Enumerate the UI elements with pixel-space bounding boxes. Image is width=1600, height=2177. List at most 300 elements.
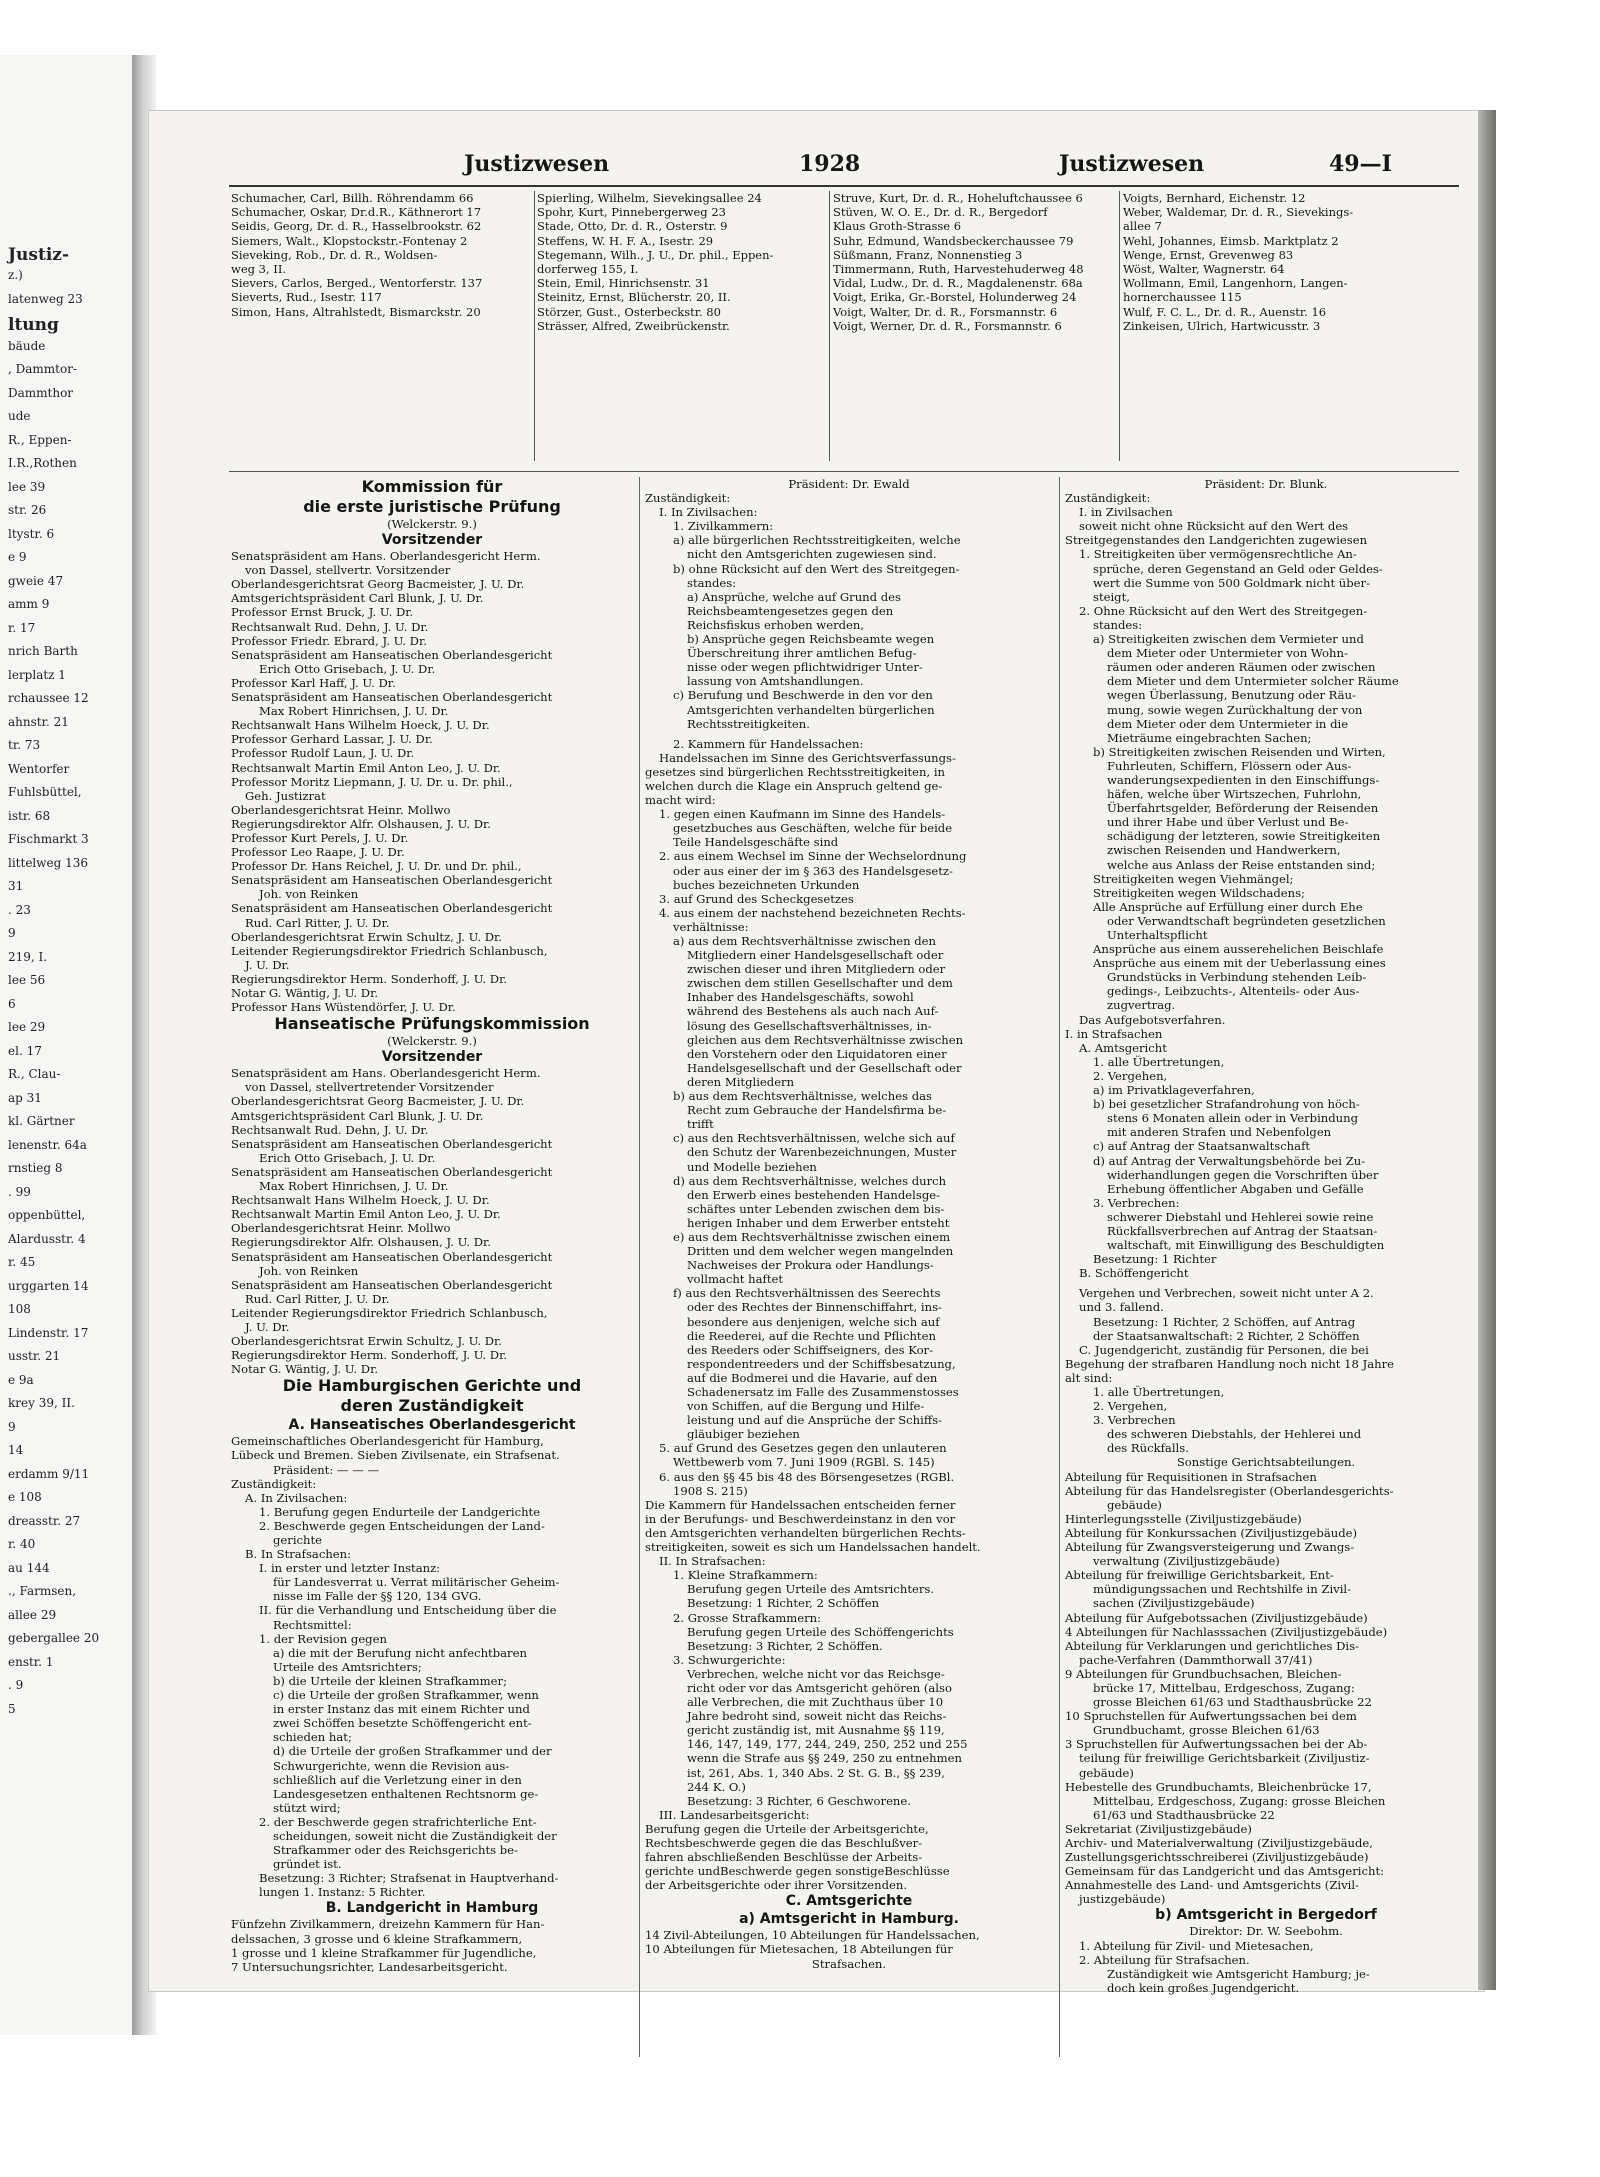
text-line: oder Verwandtschaft begründeten gesetzlichen bbox=[1107, 913, 1386, 928]
name-entry: Wöst, Walter, Wagnerstr. 64 bbox=[1123, 262, 1285, 277]
facing-page-fragment: rchaussee 12 bbox=[8, 691, 89, 706]
text-line: Zuständigkeit wie Amtsgericht Hamburg; je- bbox=[1107, 1966, 1370, 1981]
facing-page-fragment: R., Clau- bbox=[8, 1067, 61, 1082]
text-line: und 3. fallend. bbox=[1079, 1300, 1164, 1315]
text-line: II. für die Verhandlung und Entscheidung über die bbox=[259, 1603, 557, 1618]
facing-page-fragment: erdamm 9/11 bbox=[8, 1466, 90, 1481]
text-line: Notar G. Wäntig, J. U. Dr. bbox=[231, 986, 379, 1000]
header-rule bbox=[229, 185, 1459, 187]
text-line: richt oder vor das Amtsgericht gehören (also bbox=[687, 1680, 952, 1695]
facing-page-fragment: istr. 68 bbox=[8, 808, 51, 823]
text-line: 2. der Beschwerde gegen strafrichterliche Ent- bbox=[259, 1814, 537, 1829]
text-line: Sekretariat (Ziviljustizgebäude) bbox=[1065, 1821, 1252, 1836]
text-line: teilung für freiwillige Gerichtsbarkeit (Ziviljustiz- bbox=[1079, 1751, 1370, 1766]
facing-page-fragment: e 108 bbox=[8, 1490, 42, 1505]
text-line: schließlich auf die Verletzung einer in den bbox=[273, 1772, 522, 1787]
text-line: Ansprüche aus einem mit der Ueberlassung eines bbox=[1093, 956, 1386, 971]
facing-page-fragment: 108 bbox=[8, 1302, 31, 1317]
section-heading: b) Amtsgericht in Bergedorf bbox=[1155, 1907, 1377, 1924]
text-line: c) die Urteile der großen Strafkammer, wenn bbox=[273, 1688, 539, 1703]
text-line: nisse im Falle der §§ 120, 134 GVG. bbox=[273, 1589, 482, 1604]
text-line: respondentreeders und der Schiffsbesatzung, bbox=[687, 1356, 956, 1371]
name-entry: Wulf, F. C. L., Dr. d. R., Auenstr. 16 bbox=[1123, 304, 1327, 319]
text-line: Senatspräsident am Hanseatischen Oberlandesgericht bbox=[231, 1277, 553, 1292]
text-line: ist, 261, Abs. 1, 340 Abs. 2 St. G. B., §§ 239, bbox=[687, 1765, 945, 1780]
name-list-col3 bbox=[833, 191, 1133, 333]
text-line: Rechtsstreitigkeiten. bbox=[687, 716, 810, 731]
text-line: Erich Otto Grisebach, J. U. Dr. bbox=[259, 661, 436, 676]
name-entry: Sievers, Carlos, Berged., Wentorferstr. 137 bbox=[231, 276, 483, 291]
text-line: wegen Überlassung, Benutzung oder Räu- bbox=[1107, 688, 1356, 703]
facing-page-fragment: ltystr. 6 bbox=[8, 526, 55, 541]
text-line: Präsident: Dr. Blunk. bbox=[1204, 477, 1328, 491]
text-line: a) die mit der Berufung nicht anfechtbaren bbox=[273, 1645, 527, 1660]
text-line: Sonstige Gerichtsabteilungen. bbox=[1176, 1455, 1356, 1470]
text-line: Fuhrleuten, Schiffern, Flössern oder Aus- bbox=[1107, 758, 1352, 773]
name-entry: Steinitz, Ernst, Blücherstr. 20, II. bbox=[537, 290, 731, 305]
text-line: Rückfallsverbrechen auf Antrag der Staatsan- bbox=[1107, 1223, 1378, 1238]
text-line: A. In Zivilsachen: bbox=[245, 1490, 348, 1505]
text-line: 146, 147, 149, 177, 244, 249, 250, 252 und 255 bbox=[687, 1737, 968, 1752]
text-line: Inhaber des Handelsgeschäfts, sowohl bbox=[687, 990, 914, 1005]
text-line: Senatspräsident am Hanseatischen Oberlandesgericht bbox=[231, 690, 553, 705]
section-heading: Vorsitzender bbox=[381, 1049, 483, 1066]
text-line: während des Bestehens als auch nach Auf- bbox=[687, 1004, 939, 1019]
text-line: des Rückfalls. bbox=[1107, 1441, 1189, 1456]
text-line: Rechtsmittel: bbox=[273, 1617, 352, 1632]
text-line: Oberlandesgerichtsrat Heinr. Mollwo bbox=[231, 1221, 451, 1236]
text-line: doch kein großes Jugendgericht. bbox=[1107, 1980, 1300, 1995]
text-line: Amtsgerichtspräsident Carl Blunk, J. U. Dr. bbox=[231, 591, 484, 606]
text-line: 1908 S. 215) bbox=[673, 1483, 748, 1498]
text-line: c) Berufung und Beschwerde in den vor den bbox=[673, 688, 933, 703]
facing-page-fragment: krey 39, II. bbox=[8, 1396, 75, 1411]
text-line: des Reeders oder Schiffseigners, des Kor- bbox=[687, 1342, 934, 1357]
text-line: Abteilung für freiwillige Gerichtsbarkeit, Ent- bbox=[1065, 1568, 1334, 1583]
facing-page-fragment: . 9 bbox=[8, 1678, 24, 1693]
text-line: e) aus dem Rechtsverhältnisse zwischen einem bbox=[673, 1229, 951, 1244]
text-line: zwischen dem stillen Gesellschafter und dem bbox=[687, 976, 953, 991]
text-line: Erhebung öffentlicher Abgaben und Gefälle bbox=[1107, 1181, 1364, 1196]
name-entry: Strässer, Alfred, Zweibrückenstr. bbox=[537, 318, 730, 333]
name-entry: Wollmann, Emil, Langenhorn, Langen- bbox=[1123, 276, 1348, 291]
name-list-col4 bbox=[1123, 191, 1423, 333]
facing-page-fragment: lee 29 bbox=[8, 1020, 46, 1035]
text-line: für Landesverrat u. Verrat militärischer Geheim- bbox=[273, 1575, 560, 1590]
text-line: Die Kammern für Handelssachen entscheiden ferner bbox=[645, 1497, 956, 1512]
text-line: fahren abschließenden Beschlüsse der Arbeits- bbox=[645, 1850, 923, 1865]
name-list-col2 bbox=[537, 191, 837, 333]
text-line: scheidungen, soweit nicht die Zuständigkeit der bbox=[273, 1828, 557, 1843]
text-line: lassung von Amtshandlungen. bbox=[687, 674, 864, 689]
text-line: gericht zuständig ist, mit Ausnahme §§ 119, bbox=[687, 1723, 945, 1738]
facing-page-fragment: str. 26 bbox=[8, 503, 47, 518]
text-line: Direktor: Dr. W. Seebohm. bbox=[1189, 1924, 1343, 1939]
text-line: Landesgesetzen enthaltenen Rechtsnorm ge- bbox=[273, 1786, 539, 1801]
text-line: grosse Bleichen 61/63 und Stadthausbrücke 22 bbox=[1093, 1695, 1372, 1710]
text-line: und ihrer Habe und über Verlust und Be- bbox=[1107, 815, 1349, 830]
facing-page-fragment: e 9 bbox=[8, 550, 27, 565]
text-line: Reichsbeamtengesetzes gegen den bbox=[687, 603, 894, 618]
text-line: Grundstücks in Verbindung stehenden Leib- bbox=[1107, 970, 1367, 985]
text-line: schäftes unter Lebenden zwischen dem bis- bbox=[687, 1201, 945, 1216]
name-entry: Süßmann, Franz, Nonnenstieg 3 bbox=[833, 247, 1023, 262]
text-line: 1. gegen einen Kaufmann im Sinne des Handels- bbox=[659, 807, 946, 822]
name-entry: Voigt, Werner, Dr. d. R., Forsmannstr. 6 bbox=[833, 318, 1062, 333]
text-line: Rechtsbeschwerde gegen die das Beschlußver- bbox=[645, 1836, 923, 1850]
facing-page-fragment: . 99 bbox=[8, 1184, 31, 1199]
facing-page-fragment: tr. 73 bbox=[8, 738, 41, 753]
text-line: Fünfzehn Zivilkammern, dreizehn Kammern für Han- bbox=[231, 1917, 545, 1932]
text-line: zwischen dieser und ihren Mitgliedern oder bbox=[687, 962, 946, 977]
text-line: Besetzung: 3 Richter, 6 Geschworene. bbox=[687, 1793, 911, 1808]
name-entry: allee 7 bbox=[1123, 219, 1162, 234]
text-line: 1. Berufung gegen Endurteile der Landgerichte bbox=[259, 1504, 541, 1519]
text-line: C. Jugendgericht, zuständig für Personen, die bei bbox=[1079, 1342, 1369, 1357]
name-entry: Steffens, W. H. F. A., Isestr. 29 bbox=[537, 233, 714, 248]
text-line: Rechtsanwalt Hans Wilhelm Hoeck, J. U. Dr. bbox=[231, 1193, 490, 1208]
text-line: trifft bbox=[687, 1117, 714, 1132]
text-line: dem Mieter oder dem Untermieter in die bbox=[1107, 716, 1349, 731]
text-line: Abteilung für Verklarungen und gerichtliches Dis- bbox=[1065, 1638, 1359, 1653]
facing-page-fragment: Dammthor bbox=[8, 385, 74, 400]
facing-page-fragment: latenweg 23 bbox=[8, 291, 83, 306]
text-line: Präsident: Dr. Ewald bbox=[788, 477, 910, 491]
text-line: A. Amtsgericht bbox=[1079, 1040, 1167, 1055]
text-line: des schweren Diebstahls, der Hehlerei und bbox=[1107, 1427, 1362, 1442]
name-entry: Stein, Emil, Hinrichsenstr. 31 bbox=[537, 276, 710, 291]
facing-page-fragment: 14 bbox=[8, 1443, 24, 1458]
text-line: Jahre bedroht sind, soweit nicht das Reichs- bbox=[687, 1709, 947, 1724]
text-line: Oberlandesgerichtsrat Erwin Schultz, J. U. Dr. bbox=[231, 929, 502, 944]
text-line: Senatspräsident am Hans. Oberlandesgericht Herm. bbox=[231, 549, 541, 564]
text-line: a) alle bürgerlichen Rechtsstreitigkeiten, welche bbox=[673, 533, 961, 548]
text-line: Professor Hans Wüstendörfer, J. U. Dr. bbox=[231, 1000, 456, 1015]
text-line: Senatspräsident am Hans. Oberlandesgericht Herm. bbox=[231, 1066, 541, 1081]
text-line: d) auf Antrag der Verwaltungsbehörde bei Zu- bbox=[1093, 1153, 1366, 1168]
text-line: b) aus dem Rechtsverhältnisse, welches das bbox=[673, 1089, 933, 1104]
text-line: gebäude) bbox=[1107, 1497, 1162, 1512]
facing-page-fragment: 5 bbox=[8, 1701, 16, 1716]
text-line: f) aus den Rechtsverhältnissen des Seerechts bbox=[673, 1286, 941, 1301]
name-list-divider bbox=[829, 191, 830, 461]
text-line: Reichsfiskus erhoben werden, bbox=[687, 617, 865, 632]
text-line: 2. Beschwerde gegen Entscheidungen der Land- bbox=[259, 1518, 545, 1533]
text-line: I. in Zivilsachen bbox=[1079, 505, 1173, 520]
text-line: Überschreitung ihrer amtlichen Befug- bbox=[687, 646, 917, 661]
name-entry: Schumacher, Carl, Billh. Röhrendamm 66 bbox=[231, 191, 474, 205]
page-number: 49—I bbox=[1329, 151, 1392, 177]
text-line: Oberlandesgerichtsrat Erwin Schultz, J. U. Dr. bbox=[231, 1334, 502, 1349]
text-line: 2. Kammern für Handelssachen: bbox=[673, 736, 864, 751]
text-line: Senatspräsident am Hanseatischen Oberlandesgericht bbox=[231, 1136, 553, 1151]
name-entry: Stade, Otto, Dr. d. R., Osterstr. 9 bbox=[537, 219, 728, 234]
text-line: zwei Schöffen besetzte Schöffengericht ent- bbox=[273, 1716, 532, 1731]
text-line: 14 Zivil-Abteilungen, 10 Abteilungen für Handelssachen, bbox=[645, 1928, 980, 1943]
text-line: von Dassel, stellvertretender Vorsitzender bbox=[245, 1080, 494, 1095]
text-line: 5. auf Grund des Gesetzes gegen den unlauteren bbox=[659, 1441, 947, 1456]
text-line: Zuständigkeit: bbox=[645, 491, 731, 506]
text-line: Oberlandesgerichtsrat Georg Bacmeister, J. U. Dr. bbox=[231, 577, 525, 592]
text-line: Verbrechen, welche nicht vor das Reichsge- bbox=[687, 1666, 945, 1681]
facing-page-fragment: lee 56 bbox=[8, 973, 46, 988]
facing-page-fragment: ap 31 bbox=[8, 1090, 42, 1105]
text-line: welchen durch die Klage ein Anspruch geltend ge- bbox=[645, 778, 943, 793]
text-line: besondere aus denjenigen, welche sich auf bbox=[687, 1314, 940, 1329]
text-line: Regierungsdirektor Herm. Sonderhoff, J. U. Dr. bbox=[231, 1348, 508, 1363]
name-entry: dorferweg 155, I. bbox=[537, 262, 639, 277]
text-line: Professor Rudolf Laun, J. U. Dr. bbox=[231, 746, 415, 761]
text-line: III. Landesarbeitsgericht: bbox=[659, 1807, 810, 1822]
text-line: Zuständigkeit: bbox=[1065, 491, 1151, 506]
facing-page-fragment: dreasstr. 27 bbox=[8, 1513, 81, 1528]
text-line: gebäude) bbox=[1079, 1765, 1134, 1780]
facing-page-fragment: r. 17 bbox=[8, 620, 36, 635]
text-line: a) Streitigkeiten zwischen dem Vermieter und bbox=[1093, 632, 1364, 647]
text-line: Streitigkeiten wegen Viehmängel; bbox=[1093, 871, 1294, 886]
text-line: gesetzes sind bürgerlichen Rechtsstreitigkeiten, in bbox=[645, 764, 946, 779]
text-line: Abteilung für Konkurssachen (Ziviljustizgebäude) bbox=[1065, 1525, 1358, 1540]
text-line: (Welckerstr. 9.) bbox=[387, 1034, 477, 1049]
text-line: Streitgegenstandes den Landgerichten zugewiesen bbox=[1065, 533, 1368, 548]
text-line: Teile Handelsgeschäfte sind bbox=[673, 835, 839, 850]
text-line: alt sind: bbox=[1065, 1370, 1113, 1385]
name-entry: Weber, Waldemar, Dr. d. R., Sievekings- bbox=[1123, 205, 1354, 220]
text-line: Oberlandesgerichtsrat Georg Bacmeister, J. U. Dr. bbox=[231, 1094, 525, 1109]
text-line: b) die Urteile der kleinen Strafkammer; bbox=[273, 1673, 507, 1688]
text-line: zwischen Reisenden und Handwerkern, bbox=[1107, 843, 1341, 858]
text-line: Senatspräsident am Hanseatischen Oberlandesgericht bbox=[231, 873, 553, 888]
text-line: 3 Spruchstellen für Aufwertungssachen bei der Ab- bbox=[1065, 1737, 1368, 1752]
facing-page-fragment: 9 bbox=[8, 1419, 16, 1434]
facing-page-fragment: usstr. 21 bbox=[8, 1349, 61, 1364]
name-entry: Vidal, Ludw., Dr. d. R., Magdalenenstr. 68a bbox=[833, 276, 1083, 291]
text-line: Besetzung: 1 Richter bbox=[1093, 1252, 1217, 1267]
text-line: c) auf Antrag der Staatsanwaltschaft bbox=[1093, 1139, 1311, 1154]
text-line: Joh. von Reinken bbox=[259, 887, 359, 902]
text-line: Max Robert Hinrichsen, J. U. Dr. bbox=[259, 1179, 449, 1194]
text-line: Schadenersatz im Falle des Zusammenstosses bbox=[687, 1385, 959, 1399]
text-line: nisse oder wegen pflichtwidriger Unter- bbox=[687, 660, 923, 675]
section-heading: a) Amtsgericht in Hamburg. bbox=[739, 1911, 959, 1928]
text-line: Besetzung: 3 Richter, 2 Schöffen. bbox=[687, 1638, 883, 1653]
text-line: 1. der Revision gegen bbox=[259, 1631, 387, 1646]
text-line: verwaltung (Ziviljustizgebäude) bbox=[1093, 1554, 1280, 1569]
name-entry: Voigts, Bernhard, Eichenstr. 12 bbox=[1123, 191, 1306, 205]
section-heading: B. Landgericht in Hamburg bbox=[325, 1900, 539, 1917]
text-line: der Arbeitsgerichte oder ihrer Vorsitzenden. bbox=[645, 1878, 908, 1893]
text-line: schieden hat; bbox=[273, 1730, 352, 1745]
text-line: häfen, welche über Wirtszechen, Fuhrlohn, bbox=[1107, 787, 1362, 802]
text-line: gesetzbuches aus Geschäften, welche für beide bbox=[673, 821, 953, 836]
text-line: räumen oder anderen Räumen oder zwischen bbox=[1107, 660, 1376, 675]
text-line: b) Ansprüche gegen Reichsbeamte wegen bbox=[687, 632, 935, 647]
facing-page-fragment: enstr. 1 bbox=[8, 1654, 54, 1669]
facing-page-fragment: I.R.,Rothen bbox=[8, 456, 77, 471]
section-rule bbox=[229, 471, 1459, 472]
name-entry: Voigt, Walter, Dr. d. R., Forsmannstr. 6 bbox=[833, 304, 1058, 319]
text-line: I. In Zivilsachen: bbox=[659, 505, 758, 520]
text-line: 2. Abteilung für Strafsachen. bbox=[1079, 1952, 1250, 1967]
text-line: Regierungsdirektor Alfr. Olshausen, J. U. Dr. bbox=[231, 1235, 491, 1250]
name-entry: Voigt, Erika, Gr.-Borstel, Holunderweg 24 bbox=[833, 290, 1077, 305]
text-line: 7 Untersuchungsrichter, Landesarbeitsgericht. bbox=[231, 1959, 508, 1974]
name-entry: Stüven, W. O. E., Dr. d. R., Bergedorf bbox=[833, 205, 1048, 220]
text-line: stens 6 Monaten allein oder in Verbindung bbox=[1107, 1111, 1359, 1126]
text-line: Hebestelle des Grundbuchamts, Bleichenbrücke 17, bbox=[1065, 1779, 1372, 1794]
text-line: Gemeinsam für das Landgericht und das Amtsgericht: bbox=[1065, 1864, 1385, 1879]
facing-page-fragment: gweie 47 bbox=[8, 573, 64, 588]
text-line: schwerer Diebstahl und Hehlerei sowie reine bbox=[1107, 1209, 1374, 1224]
text-line: 1. Abteilung für Zivil- und Mietesachen, bbox=[1079, 1938, 1314, 1953]
text-line: oder aus einer der im § 363 des Handelsgesetz- bbox=[673, 863, 953, 878]
text-line: a) im Privatklageverfahren, bbox=[1093, 1083, 1255, 1098]
text-line: standes: bbox=[687, 575, 737, 590]
text-line: b) bei gesetzlicher Strafandrohung von höch- bbox=[1093, 1097, 1360, 1112]
facing-page-fragment: kl. Gärtner bbox=[8, 1114, 75, 1129]
text-line: verhältnisse: bbox=[673, 919, 749, 934]
text-line: Leitender Regierungsdirektor Friedrich Schlanbusch, bbox=[231, 943, 548, 958]
facing-page-fragment: , Dammtor- bbox=[8, 362, 77, 377]
facing-page-fragment: z.) bbox=[8, 268, 23, 283]
name-entry: Spohr, Kurt, Pinnebergerweg 23 bbox=[537, 205, 726, 220]
facing-page-fragment: urggarten 14 bbox=[8, 1278, 89, 1293]
text-line: 4 Abteilungen für Nachlasssachen (Ziviljustizgebäude) bbox=[1065, 1624, 1388, 1639]
text-line: I. in Strafsachen bbox=[1065, 1026, 1163, 1041]
text-line: streitigkeiten, soweit es sich um Handelssachen handelt. bbox=[645, 1540, 981, 1555]
text-line: B. Schöffengericht bbox=[1079, 1266, 1189, 1281]
text-line: Mittelbau, Erdgeschoss, Zugang: grosse Bleichen bbox=[1093, 1793, 1386, 1808]
name-entry: Schumacher, Oskar, Dr.d.R., Käthnerort 17 bbox=[231, 205, 482, 220]
text-line: Rud. Carl Ritter, J. U. Dr. bbox=[245, 915, 390, 930]
text-line: welche aus Anlass der Reise entstanden sind; bbox=[1107, 857, 1376, 872]
text-line: Mieträume eingebrachten Sachen; bbox=[1107, 730, 1312, 745]
text-line: Streitigkeiten wegen Wildschadens; bbox=[1093, 885, 1305, 900]
text-line: d) die Urteile der großen Strafkammer und der bbox=[273, 1744, 552, 1759]
text-line: Grundbuchamt, grosse Bleichen 61/63 bbox=[1093, 1723, 1320, 1738]
name-list-col1 bbox=[231, 191, 531, 319]
name-entry: Sieveking, Rob., Dr. d. R., Woldsen- bbox=[231, 247, 438, 262]
column-divider bbox=[1059, 477, 1060, 2057]
name-entry: Klaus Groth-Strasse 6 bbox=[833, 219, 962, 234]
text-line: steigt, bbox=[1093, 589, 1130, 604]
text-line: Rechtsanwalt Rud. Dehn, J. U. Dr. bbox=[231, 619, 429, 634]
text-line: Abteilung für Requisitionen in Strafsachen bbox=[1065, 1469, 1317, 1484]
text-line: Professor Gerhard Lassar, J. U. Dr. bbox=[231, 732, 433, 747]
text-line: Dritten und dem welcher wegen mangelnden bbox=[687, 1244, 954, 1259]
text-line: Besetzung: 1 Richter, 2 Schöffen, auf Antrag bbox=[1093, 1314, 1356, 1329]
facing-page-fragment: ., Farmsen, bbox=[8, 1584, 77, 1599]
text-line: Zuständigkeit: bbox=[231, 1476, 317, 1491]
text-line: Vergehen und Verbrechen, soweit nicht unter A 2. bbox=[1079, 1286, 1374, 1301]
text-line: Senatspräsident am Hanseatischen Oberlandesgericht bbox=[231, 1164, 553, 1179]
facing-page-text bbox=[8, 55, 136, 2035]
text-line: Professor Ernst Bruck, J. U. Dr. bbox=[231, 605, 414, 620]
text-line: I. in erster und letzter Instanz: bbox=[259, 1561, 441, 1576]
text-line: die Reederei, auf die Rechte und Pflichten bbox=[687, 1328, 936, 1343]
facing-page-fragment: littelweg 136 bbox=[8, 855, 89, 870]
facing-page-fragment: nrich Barth bbox=[8, 644, 78, 659]
text-line: Berufung gegen Urteile des Amtsrichters. bbox=[687, 1582, 935, 1597]
text-line: 1. alle Übertretungen, bbox=[1093, 1054, 1225, 1069]
text-line: gedings-, Leibzuchts-, Altenteils- oder Aus- bbox=[1107, 984, 1360, 999]
facing-page-fragment: ltung bbox=[8, 315, 59, 336]
name-entry: Simon, Hans, Altrahlstedt, Bismarckstr. 20 bbox=[231, 304, 481, 319]
text-line: Senatspräsident am Hanseatischen Oberlandesgericht bbox=[231, 901, 553, 916]
text-line: II. In Strafsachen: bbox=[659, 1554, 766, 1569]
text-line: Alle Ansprüche auf Erfüllung einer durch Ehe bbox=[1093, 899, 1363, 914]
text-line: Urteile des Amtsrichters; bbox=[273, 1659, 422, 1674]
text-line: auf die Bodmerei und die Havarie, auf den bbox=[687, 1370, 938, 1385]
text-line: mung, sowie wegen Zurückhaltung der von bbox=[1107, 702, 1363, 717]
facing-page-fragment: au 144 bbox=[8, 1560, 50, 1575]
text-line: Oberlandesgerichtsrat Heinr. Mollwo bbox=[231, 802, 451, 817]
header-right-title: Justizwesen bbox=[1059, 151, 1205, 177]
text-line: Handelssachen im Sinne des Gerichtsverfassungs- bbox=[659, 750, 956, 765]
text-line: oder des Rechtes der Binnenschiffahrt, ins- bbox=[687, 1300, 942, 1315]
header-left-title: Justizwesen bbox=[464, 151, 610, 177]
text-column-2 bbox=[645, 477, 1053, 1971]
text-line: Joh. von Reinken bbox=[259, 1263, 359, 1278]
text-line: 3. Verbrechen bbox=[1093, 1413, 1176, 1428]
text-line: in der Berufungs- und Beschwerdeinstanz in den vor bbox=[645, 1511, 956, 1526]
text-line: B. In Strafsachen: bbox=[245, 1547, 352, 1562]
text-line: a) Ansprüche, welche auf Grund des bbox=[687, 589, 901, 604]
text-line: Rechtsanwalt Martin Emil Anton Leo, J. U. Dr. bbox=[231, 760, 501, 775]
text-line: Besetzung: 1 Richter, 2 Schöffen bbox=[687, 1596, 880, 1611]
text-line: 2. Ohne Rücksicht auf den Wert des Streitgegen- bbox=[1079, 603, 1368, 618]
name-entry: Struve, Kurt, Dr. d. R., Hoheluftchaussee 6 bbox=[833, 191, 1083, 205]
text-line: leistung und auf die Ansprüche der Schiffs- bbox=[687, 1413, 942, 1428]
text-line: Abteilung für Zwangsversteigerung und Zwangs- bbox=[1065, 1540, 1355, 1555]
facing-page-fragment: lerplatz 1 bbox=[8, 667, 66, 682]
text-line: Das Aufgebotsverfahren. bbox=[1079, 1012, 1226, 1027]
column-divider bbox=[639, 477, 640, 2057]
text-line: zugvertrag. bbox=[1107, 998, 1176, 1013]
text-line: Archiv- und Materialverwaltung (Ziviljustizgebäude, bbox=[1065, 1836, 1373, 1850]
text-line: in erster Instanz das mit einem Richter und bbox=[273, 1702, 530, 1717]
text-line: Abteilung für das Handelsregister (Oberlandesgerichts- bbox=[1065, 1483, 1394, 1498]
text-line: widerhandlungen gegen die Vorschriften über bbox=[1107, 1167, 1379, 1182]
text-line: c) aus den Rechtsverhältnissen, welche sich auf bbox=[673, 1131, 955, 1146]
text-line: Professor Dr. Hans Reichel, J. U. Dr. und Dr. phil., bbox=[231, 859, 522, 874]
text-line: Professor Moritz Liepmann, J. U. Dr. u. Dr. phil., bbox=[231, 774, 513, 789]
name-entry: hornerchaussee 115 bbox=[1123, 290, 1242, 305]
text-line: b) Streitigkeiten zwischen Reisenden und Wirten, bbox=[1093, 744, 1386, 759]
text-line: Amtsgerichtspräsident Carl Blunk, J. U. Dr. bbox=[231, 1108, 484, 1123]
text-line: delssachen, 3 grosse und 6 kleine Strafkammern, bbox=[231, 1931, 523, 1946]
text-line: 4. aus einem der nachstehend bezeichneten Rechts- bbox=[659, 905, 966, 920]
text-line: 244 K. O.) bbox=[687, 1779, 746, 1794]
text-line: 9 Abteilungen für Grundbuchsachen, Bleichen- bbox=[1065, 1666, 1342, 1681]
facing-page-fragment: rnstieg 8 bbox=[8, 1161, 63, 1176]
name-entry: Stegemann, Wilh., J. U., Dr. phil., Eppen- bbox=[537, 247, 774, 262]
text-line: (Welckerstr. 9.) bbox=[387, 517, 477, 531]
text-line: Überfahrtsgelder, Beförderung der Reisenden bbox=[1107, 801, 1379, 816]
name-entry: Timmermann, Ruth, Harvestehuderweg 48 bbox=[833, 262, 1084, 277]
facing-page-fragment: r. 40 bbox=[8, 1537, 36, 1552]
text-line: schädigung der letzteren, sowie Streitigkeiten bbox=[1107, 829, 1381, 844]
text-line: dem Mieter oder Untermieter von Wohn- bbox=[1107, 646, 1348, 661]
text-line: 1. alle Übertretungen, bbox=[1093, 1385, 1225, 1399]
facing-page-fragment: R., Eppen- bbox=[8, 432, 72, 447]
text-line: soweit nicht ohne Rücksicht auf den Wert des bbox=[1079, 519, 1349, 534]
text-line: herigen Inhaber und dem Erwerber entsteht bbox=[687, 1215, 950, 1230]
text-column-3 bbox=[1065, 477, 1467, 1995]
section-heading: C. Amtsgerichte bbox=[785, 1893, 913, 1910]
facing-page-fragment: Alardusstr. 4 bbox=[8, 1231, 86, 1246]
name-list-divider bbox=[534, 191, 535, 461]
